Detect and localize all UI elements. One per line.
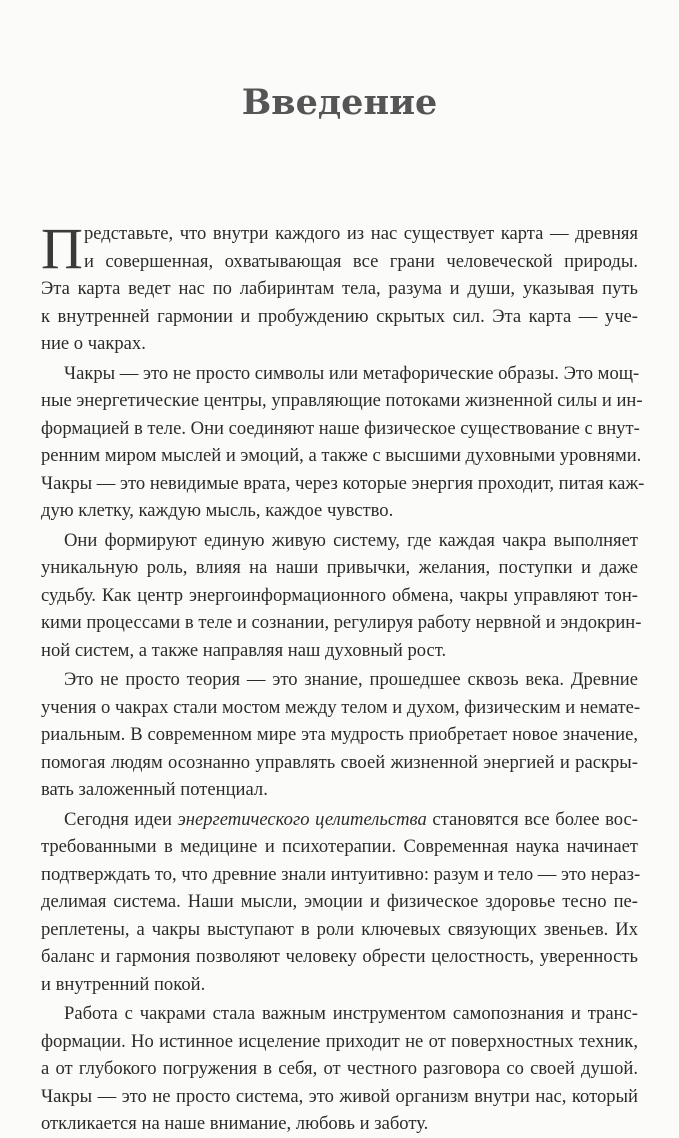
text-line: помогая людям осознанно управлять своей жизненной энергией и раскры- <box>41 751 638 773</box>
paragraph-3 <box>41 527 642 665</box>
paragraph-2 <box>41 360 645 525</box>
text-line: откликается на наше внимание, любовь и заботу. <box>41 1113 429 1134</box>
text-line: делимая система. Наши мысли, эмоции и физическое здоровье тесно пе- <box>41 891 638 912</box>
italic-phrase: энергетического целительства <box>177 808 427 830</box>
text-run: Сегодня идеи <box>64 808 178 830</box>
text-line: уникальную роль, влияя на наши привычки, желания, поступки и даже <box>41 557 638 578</box>
text-line <box>41 806 638 834</box>
text-line: Они формируют единую живую систему, где каждая чакра выполняет <box>64 529 638 551</box>
text-line: ние о чакрах. <box>41 333 146 354</box>
text-line: Это не просто теория — это знание, прошедшее сквозь века. Древние <box>64 669 638 690</box>
text-line: требованными в медицине и психотерапии. Современная наука начинает <box>41 836 638 857</box>
drop-cap: П <box>41 216 83 281</box>
text-line: риальным. В современном мире эта мудрость приобретает новое значение, <box>41 724 638 745</box>
text-line: ренним миром мыслей и эмоций, а также с высшими духовными уровнями. <box>41 445 642 466</box>
text-line: вать заложенный потенциал. <box>41 779 268 800</box>
text-line: Чакры — это невидимые врата, через которые энергия проходит, питая каж- <box>41 472 645 494</box>
text-line: ной систем, а также направляя наш духовный рост. <box>41 639 447 661</box>
text-line: баланс и гармония позволяют человеку обрести целостность, уверенность <box>41 946 638 967</box>
text-line: формацией в теле. Они соединяют наше физическое существование с внут- <box>41 417 640 439</box>
text-line: редставьте, что внутри каждого из нас существует карта — древняя <box>84 223 638 244</box>
text-line: реплетены, а чакры выступают в роли ключевых связующих звеньев. Их <box>41 918 638 940</box>
text-line: формации. Но истинное исцеление приходит не от поверхностных техник, <box>41 1030 638 1052</box>
chapter-title: Введение <box>241 82 438 123</box>
paragraph-4 <box>41 666 641 804</box>
paragraph-5 <box>41 806 641 999</box>
text-line: подтверждать то, что древние знали интуитивно: разум и тело — это нераз- <box>41 863 641 885</box>
text-run: становятся все более вос- <box>426 808 638 830</box>
paragraph-6 <box>41 1000 638 1138</box>
text-line: Работа с чакрами стала важным инструментом самопознания и транс- <box>64 1003 638 1024</box>
text-line: а от глубокого погружения в себя, от честного разговора со своей душой. <box>41 1058 638 1079</box>
text-line: учения о чакрах стали мостом между телом и духом, физическим и немате- <box>41 696 641 718</box>
text-line: Чакры — это не просто символы или метафорические образы. Это мощ- <box>64 362 640 384</box>
text-line: к внутренней гармонии и пробуждению скрытых сил. Эта карта — уче- <box>41 305 638 327</box>
text-line: судьбу. Как центр энергоинформационного обмена, чакры управляют тон- <box>41 584 638 606</box>
text-line: и внутренний покой. <box>41 973 206 995</box>
text-line: Эта карта ведет нас по лабиринтам тела, разума и души, указывая путь <box>41 278 638 299</box>
text-line: и совершенная, охватывающая все грани человеческой природы. <box>84 250 638 272</box>
text-line: кими процессами в теле и сознании, регулируя работу нервной и эндокрин- <box>41 612 642 633</box>
text-line: дую клетку, каждую мысль, каждое чувство. <box>41 500 394 521</box>
text-line: ные энергетические центры, управляющие потоками жизненной силы и ин- <box>41 390 643 411</box>
paragraph-1 <box>41 216 638 358</box>
text-line: Чакры — это не просто система, это живой организм внутри нас, который <box>41 1085 638 1107</box>
